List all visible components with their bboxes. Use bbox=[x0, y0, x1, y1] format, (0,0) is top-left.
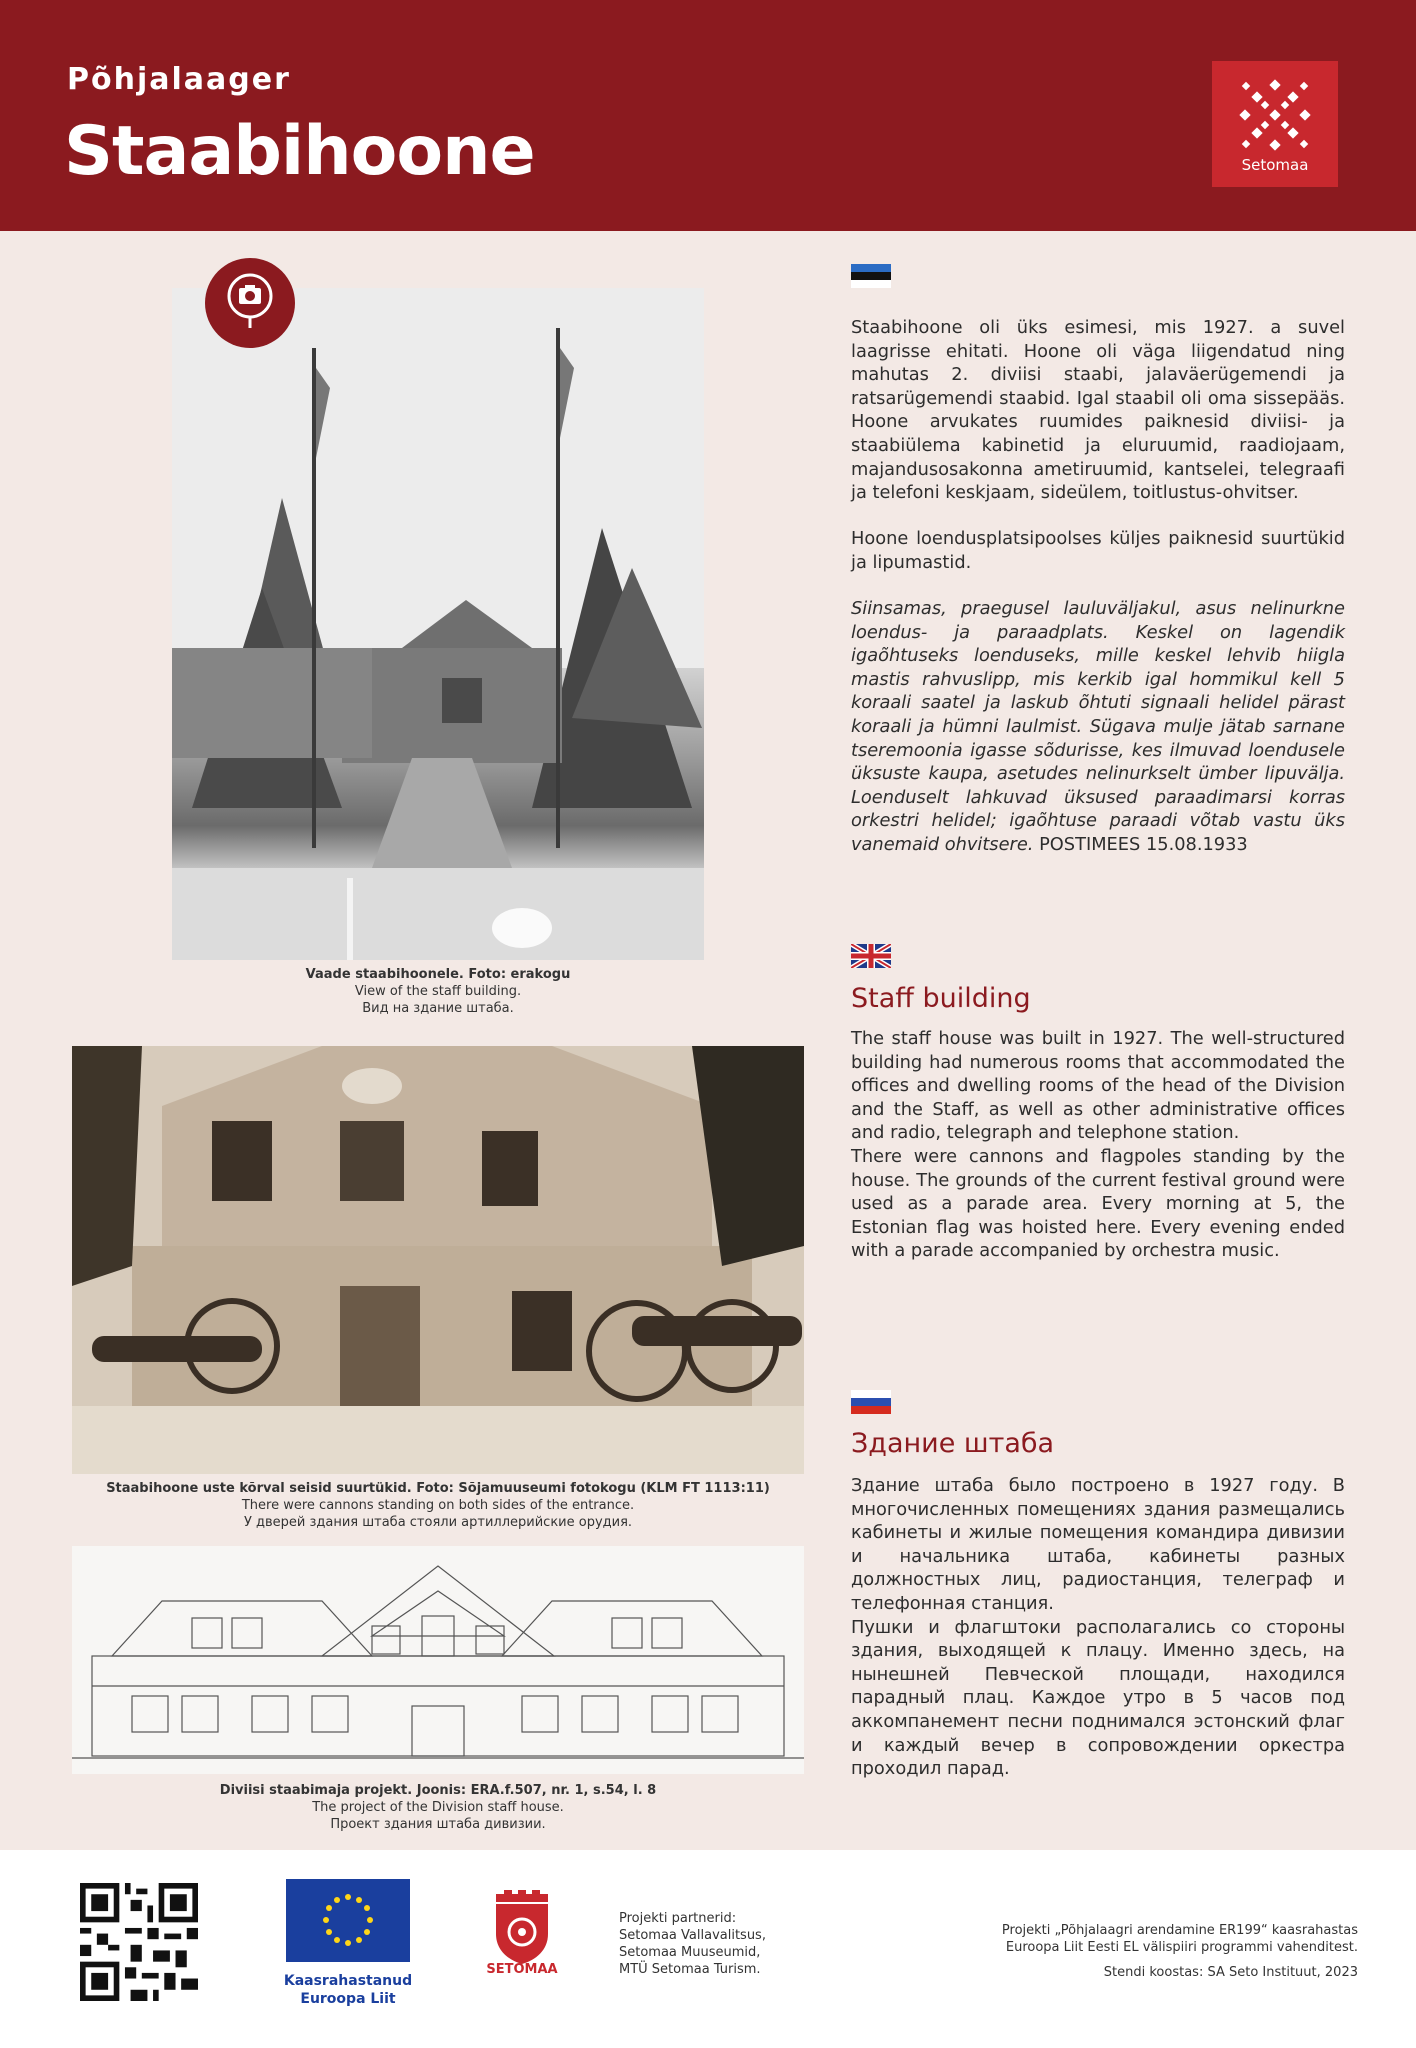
quote-text: Siinsamas, praegusel lauluväljakul, asus nelinurkne loendus- ja paraadplats. Keskel on lagendik igaõhtuseks loenduseks, mille keskel lehvib hiigla mastis rahvuslipp, mis kerkib igal hommikul kell 5 koraali saatel ja laskub õhtuti signaali helidel pärast koraali ja hümni laulmist. Sügava mulje jätab sarnane tseremoonia igasse sõdurisse, kes ilmuvad loendusele üksuste kaupa, asetudes nelinurkselt ümber lipuvälja. Loenduselt lahkuvad üksused paraadimarsi korras orkestri helidel; igaõhtuse paraadi võtab vastu üks vanemaid ohvitsere. bbox=[851, 598, 1345, 855]
russia-flag-icon bbox=[851, 1390, 891, 1414]
partners-line: MTÜ Setomaa Turism. bbox=[619, 1962, 761, 1977]
caption-english: There were cannons standing on both sides of the entrance. bbox=[241, 1498, 635, 1513]
staff-house-drawing bbox=[72, 1546, 804, 1774]
eu-flag-icon bbox=[286, 1879, 410, 1962]
estonia-flag-icon bbox=[851, 264, 891, 288]
partners-line: Setomaa Muuseumid, bbox=[619, 1945, 761, 1960]
estonian-paragraph-1: Staabihoone oli üks esimesi, mis 1927. a suvel laagrisse ehitati. Hoone oli väga liigendatud ning mahutas 2. diviisi staabi, jalaväerügemendi ja ratsarügemendi staabid. Igal staabil oli oma sissepääs. Hoone arvukates ruumides paiknesid diviisi- ja staabiülema kabinetid ja eluruumid, raadiojaam, majandusosakonna ametiruumid, kantselei, telegraafi ja telefoni keskjaam, sideülem, toitlustus-ohvitser. bbox=[851, 317, 1345, 504]
english-heading: Staff building bbox=[851, 983, 1031, 1014]
page-title: Staabihoone bbox=[64, 112, 535, 191]
project-line-2: Euroopa Liit Eesti EL välispiiri programmi vahenditest. bbox=[1005, 1940, 1358, 1955]
eu-label-line-1: Kaasrahastanud bbox=[283, 1973, 413, 1989]
header-banner bbox=[0, 0, 1416, 231]
estonian-paragraph-2: Hoone loendusplatsipoolses küljes paiknesid suurtükid ja lipumastid. bbox=[851, 528, 1345, 573]
project-funding-note bbox=[1002, 1922, 1358, 1981]
photo-taken-here-badge bbox=[205, 258, 295, 348]
photo-caption-3 bbox=[72, 1782, 804, 1833]
caption-english: View of the staff building. bbox=[354, 984, 522, 999]
stand-credit: Stendi koostas: SA Seto Instituut, 2023 bbox=[1103, 1965, 1358, 1980]
russian-paragraph-1: Здание штаба было построено в 1927 году. В многочисленных помещениях здания размещались кабинеты и жилые помещения командира дивизии и начальника штаба, кабинеты разных должностных лиц, радиостанция, телеграф и телефонная станция. bbox=[851, 1475, 1345, 1614]
cannons-photo bbox=[72, 1046, 804, 1474]
setomaa-cross-icon bbox=[1235, 75, 1315, 155]
russian-paragraph-2: Пушки и флагштоки располагались со стороны здания, выходящей к плацу. Именно здесь, на нынешней Певческой площади, находился парадный плац. Каждое утро в 5 часов под аккомпанемент песни поднимался эстонский флаг и каждый вечер в сопровождении оркестра проходил парад. bbox=[851, 1616, 1345, 1780]
caption-russian: У дверей здания штаба стояли артиллерийские орудия. bbox=[243, 1515, 633, 1530]
page-kicker: Põhjalaager bbox=[67, 62, 291, 97]
quote-source: POSTIMEES 15.08.1933 bbox=[1039, 833, 1248, 855]
eu-label-line-2: Euroopa Liit bbox=[300, 1991, 396, 2007]
crest-label: SETOMAA bbox=[486, 1962, 558, 1977]
logo-label: Setomaa bbox=[1241, 156, 1309, 174]
camera-icon bbox=[205, 258, 295, 348]
setomaa-logo bbox=[1212, 61, 1338, 187]
caption-russian: Вид на здание штаба. bbox=[362, 1001, 514, 1016]
estonian-quote bbox=[851, 597, 1345, 857]
caption-source: Diviisi staabimaja projekt. Joonis: ERA.f.507, nr. 1, s.54, l. 8 bbox=[219, 1783, 657, 1798]
english-body bbox=[851, 1027, 1345, 1263]
english-paragraph-1: The staff house was built in 1927. The well-structured building had numerous rooms that accommodated the offices and dwelling rooms of the head of the Division and the Staff, as well as other administrative offices and radio, telegraph and telephone station. bbox=[851, 1028, 1345, 1144]
partners-line: Projekti partnerid: bbox=[619, 1911, 737, 1926]
project-partners bbox=[619, 1910, 766, 1978]
staff-building-photo bbox=[172, 288, 704, 960]
qr-code-icon[interactable] bbox=[80, 1883, 198, 2001]
russian-heading: Здание штаба bbox=[851, 1428, 1055, 1459]
partners-line: Setomaa Vallavalitsus, bbox=[619, 1928, 766, 1943]
caption-russian: Проект здания штаба дивизии. bbox=[330, 1817, 546, 1832]
photo-caption-2 bbox=[72, 1480, 804, 1531]
caption-source: Staabihoone uste kõrval seisid suurtükid. Foto: Sõjamuuseumi fotokogu (KLM FT 1113:11) bbox=[106, 1481, 770, 1496]
caption-english: The project of the Division staff house. bbox=[312, 1800, 564, 1815]
project-line-1: Projekti „Põhjalaagri arendamine ER199“ kaasrahastas bbox=[1001, 1923, 1358, 1938]
photo-caption-1 bbox=[172, 966, 704, 1017]
english-paragraph-2: There were cannons and flagpoles standing by the house. The grounds of the current festival ground were used as a parade area. Every morning at 5, the Estonian flag was hoisted here. Every evening ended with a parade accompanied by orchestra music. bbox=[851, 1145, 1345, 1262]
uk-flag-icon bbox=[851, 944, 891, 968]
caption-source: Vaade staabihoonele. Foto: erakogu bbox=[305, 967, 571, 982]
eu-label bbox=[262, 1972, 434, 2008]
russian-body bbox=[851, 1474, 1345, 1781]
